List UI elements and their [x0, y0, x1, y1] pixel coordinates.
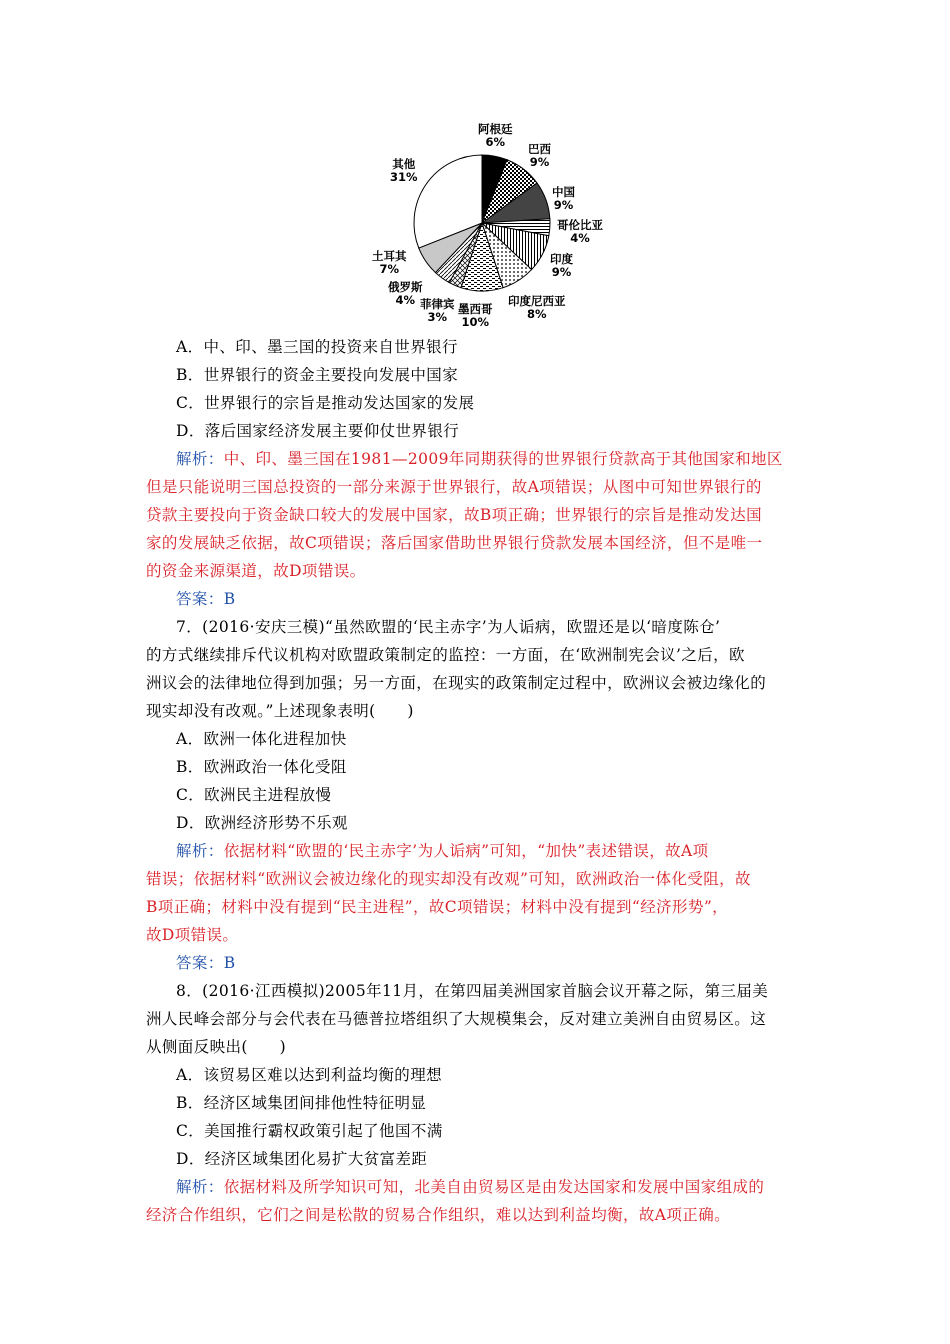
q7-analysis-label: 解析：: [176, 842, 224, 860]
q6-analysis-line-3: 贷款主要投向于资金缺口较大的发展中国家，故B项正确；世界银行的宗旨是推动发达国: [146, 506, 762, 524]
label-mexico: 墨西哥 10%: [458, 302, 493, 329]
pie-chart: [360, 118, 630, 333]
q8-option-b: B．经济区域集团间排他性特征明显: [176, 1094, 427, 1112]
q7-answer: 答案：B: [176, 954, 236, 972]
q8-stem-line-2: 洲人民峰会部分与会代表在马德普拉塔组织了大规模集会，反对建立美洲自由贸易区。这: [146, 1010, 767, 1028]
label-others: 其他 31%: [390, 157, 418, 184]
q8-option-c: C．美国推行霸权政策引起了他国不满: [176, 1122, 443, 1140]
q7-analysis-line-4: 故D项错误。: [146, 926, 239, 944]
q7-stem-line-4: 现实却没有改观。”上述现象表明( ): [146, 702, 414, 720]
q7-analysis-line-3: B项正确；材料中没有提到“民主进程”，故C项错误；材料中没有提到“经济形势”，: [146, 898, 729, 916]
q6-analysis-label: 解析：: [176, 450, 224, 468]
label-argentina: 阿根廷 6%: [478, 122, 513, 149]
q8-analysis-line-1: 解析：依据材料及所学知识可知，北美自由贸易区是由发达国家和发展中国家组成的: [176, 1178, 765, 1196]
q6-analysis-line-4: 家的发展缺乏依据，故C项错误；落后国家借助世界银行贷款发展本国经济，但不是唯一: [146, 534, 763, 552]
q6-option-a: A．中、印、墨三国的投资来自世界银行: [176, 338, 458, 356]
q6-option-d: D．落后国家经济发展主要仰仗世界银行: [176, 422, 460, 440]
q6-analysis-line-1: 解析：中、印、墨三国在1981—2009年同期获得的世界银行贷款高于其他国家和地区: [176, 450, 783, 468]
label-russia: 俄罗斯 4%: [388, 280, 423, 307]
q7-option-a: A．欧洲一体化进程加快: [176, 730, 347, 748]
q6-answer: 答案：B: [176, 590, 236, 608]
q7-option-d: D．欧洲经济形势不乐观: [176, 814, 348, 832]
label-colombia: 哥伦比亚 4%: [557, 218, 603, 245]
q8-analysis-line-2: 经济合作组织，它们之间是松散的贸易合作组织，难以达到利益均衡，故A项正确。: [146, 1206, 730, 1224]
q6-option-b: B．世界银行的资金主要投向发展中国家: [176, 366, 459, 384]
q7-option-b: B．欧洲政治一体化受阻: [176, 758, 347, 776]
q8-option-d: D．经济区域集团化易扩大贫富差距: [176, 1150, 428, 1168]
q7-analysis-line-2: 错误；依据材料“欧洲议会被边缘化的现实却没有改观”可知，欧洲政治一体化受阻，故: [146, 870, 751, 888]
label-turkey: 土耳其 7%: [372, 249, 407, 276]
q6-analysis-line-2: 但是只能说明三国总投资的一部分来源于世界银行，故A项错误；从图中可知世界银行的: [146, 478, 762, 496]
q8-stem-line-3: 从侧面反映出( ): [146, 1038, 287, 1056]
q8-stem-line-1: 8．(2016·江西模拟)2005年11月，在第四届美洲国家首脑会议开幕之际，第三届美: [176, 982, 769, 1000]
q6-analysis-line-5: 的资金来源渠道，故D项错误。: [146, 562, 366, 580]
label-indonesia: 印度尼西亚 8%: [508, 294, 566, 321]
label-india: 印度 9%: [550, 252, 573, 279]
q7-stem-line-2: 的方式继续排斥代议机构对欧盟政策制定的监控：一方面，在‘欧洲制宪会议’之后，欧: [146, 646, 745, 664]
q8-option-a: A．该贸易区难以达到利益均衡的理想: [176, 1066, 442, 1084]
q7-stem-line-3: 洲议会的法律地位得到加强；另一方面，在现实的政策制定过程中，欧洲议会被边缘化的: [146, 674, 767, 692]
q7-stem-line-1: 7．(2016·安庆三模)“虽然欧盟的‘民主赤字’为人诟病，欧盟还是以‘暗度陈仓’: [176, 618, 721, 636]
q7-analysis-line-1: 解析：依据材料“欧盟的‘民主赤字’为人诟病”可知，“加快”表述错误，故A项: [176, 842, 709, 860]
label-philippines: 菲律宾 3%: [420, 297, 455, 324]
q7-option-c: C．欧洲民主进程放慢: [176, 786, 332, 804]
label-china: 中国 9%: [552, 185, 575, 212]
q8-analysis-label: 解析：: [176, 1178, 224, 1196]
label-brazil: 巴西 9%: [528, 142, 551, 169]
q6-option-c: C．世界银行的宗旨是推动发达国家的发展: [176, 394, 475, 412]
